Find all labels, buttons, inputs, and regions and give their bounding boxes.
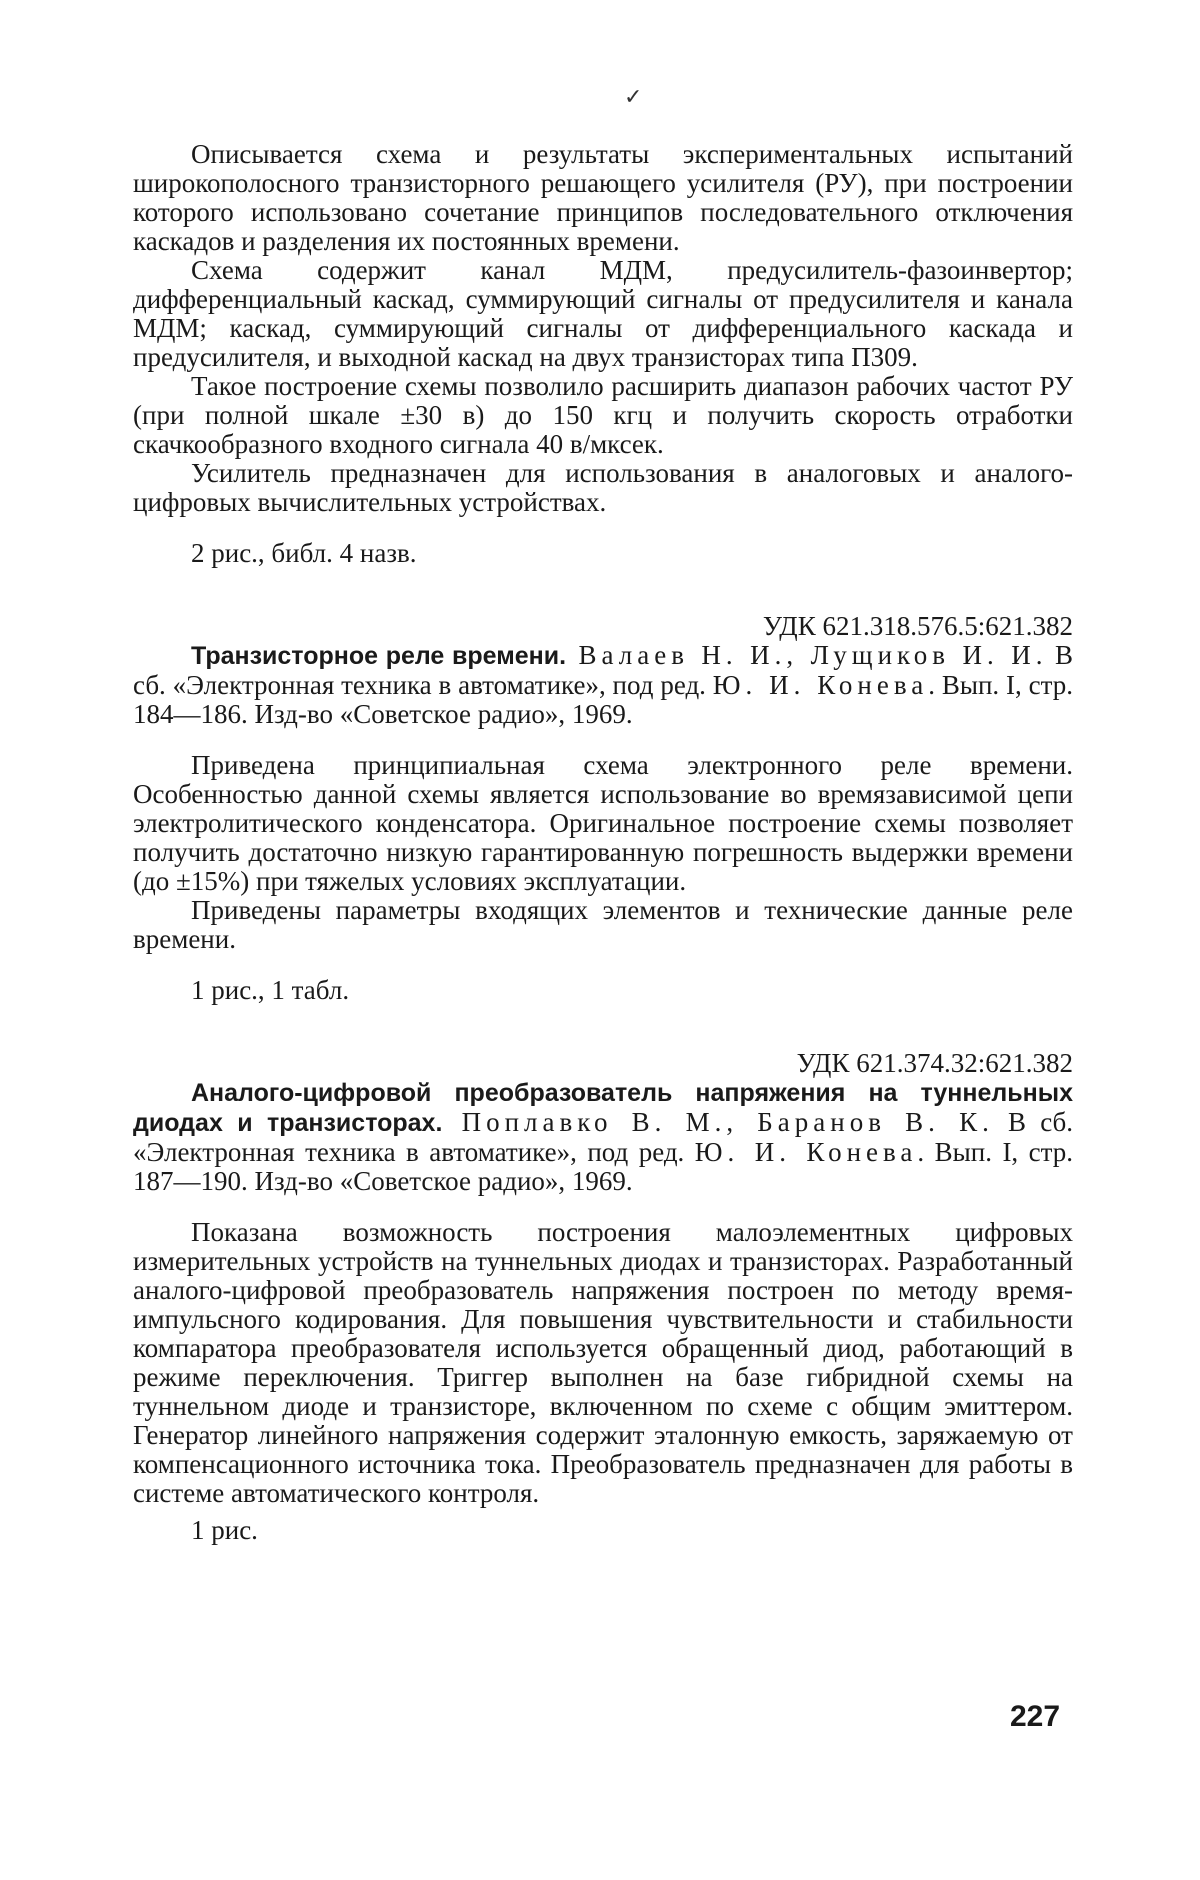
entry-3 (133, 1049, 1073, 1545)
pen-mark: ✓ (624, 84, 643, 109)
udk-code: УДК 621.318.576.5:621.382 (762, 611, 1073, 641)
abstract-paragraph: Показана возможность построения малоэлементных цифровых измерительных устройств на туннельных диодах и транзисторах. Разработанный аналого-цифровой преобразователь напряжения построен по методу время-импульсного кодирования. Для повышения чувствительности и стабильности компаратора преобразователя используется обращенный диод, работающий в режиме переключения. Триггер выполнен на базе гибридной схемы на туннельном диоде и транзисторе, включенном по схеме с общим эмиттером. Генератор линейного напряжения содержит эталонную емкость, заряжаемую от компенсационного источника тока. Преобразователь предназначен для работы в системе автоматического контроля. (133, 1217, 1073, 1508)
udk-code: УДК 621.374.32:621.382 (796, 1048, 1073, 1078)
reference-title: Транзисторное реле времени. (191, 642, 567, 670)
abstract-footnote: 1 рис. (191, 1515, 258, 1545)
reference-source-tail: . Вып. I, стр. 187—190. Изд-во «Советское радио», 1969. (133, 1137, 1074, 1196)
abstract-1-footnote: 2 рис., библ. 4 назв. (191, 538, 417, 568)
reference-source: В сб. «Электронная техника в автоматике», под ред. (133, 1107, 1074, 1167)
entry-2 (133, 612, 1073, 1005)
reference-title: Аналого-цифровой преобразователь напряжения на туннельных диодах и транзисторах. (133, 1079, 1073, 1137)
abstract-1-paragraph: Описывается схема и результаты экспериментальных испытаний широкополосного транзисторного решающего усилителя (РУ), при построении которого использовано сочетание принципов последовательного отключения каскадов и разделения их постоянных времени. (133, 139, 1073, 256)
abstract-paragraph: Приведены параметры входящих элементов и технические данные реле времени. (133, 895, 1073, 954)
abstract-footnote: 1 рис., 1 табл. (191, 975, 350, 1005)
reference-authors: Поплавко В. М., Баранов В. К. (442, 1107, 994, 1137)
reference (133, 1078, 1073, 1196)
abstract-paragraph: Приведена принципиальная схема электронного реле времени. Особенностью данной схемы является использование во времязависимой цепи электролитического конденсатора. Оригинальное построение схемы позволяет получить достаточно низкую гарантированную погрешность выдержки времени (до ±15%) при тяжелых условиях эксплуатации. (133, 750, 1073, 896)
reference-source: В сб. «Электронная техника в автоматике», под ред. (133, 640, 1073, 700)
page-body (133, 140, 1073, 1545)
reference (133, 641, 1073, 729)
abstract-1-paragraph: Такое построение схемы позволило расширить диапазон рабочих частот РУ (при полной шкале ±30 в) до 150 кгц и получить скорость отработки скачкообразного входного сигнала 40 в/мксек. (133, 371, 1073, 459)
page-number: 227 (1010, 1700, 1061, 1733)
reference-source-tail: . Вып. I, стр. 184—186. Изд-во «Советское радио», 1969. (133, 670, 1073, 729)
reference-editor: Ю. И. Конева (694, 1137, 918, 1167)
abstract-1-paragraph: Усилитель предназначен для использования в аналоговых и аналого-цифровых вычислительных устройствах. (133, 458, 1073, 517)
abstract-1-paragraph: Схема содержит канал МДМ, предусилитель-фазоинвертор; дифференциальный каскад, суммирующий сигналы от предусилителя и канала МДМ; каскад, суммирующий сигналы от дифференциального каскада и предусилителя, и выходной каскад на двух транзисторах типа П309. (133, 255, 1073, 372)
abstract-1 (133, 140, 1073, 568)
reference-editor: Ю. И. Конева (712, 670, 929, 700)
reference-authors: Валаев Н. И., Лущиков И. И. (566, 640, 1048, 670)
